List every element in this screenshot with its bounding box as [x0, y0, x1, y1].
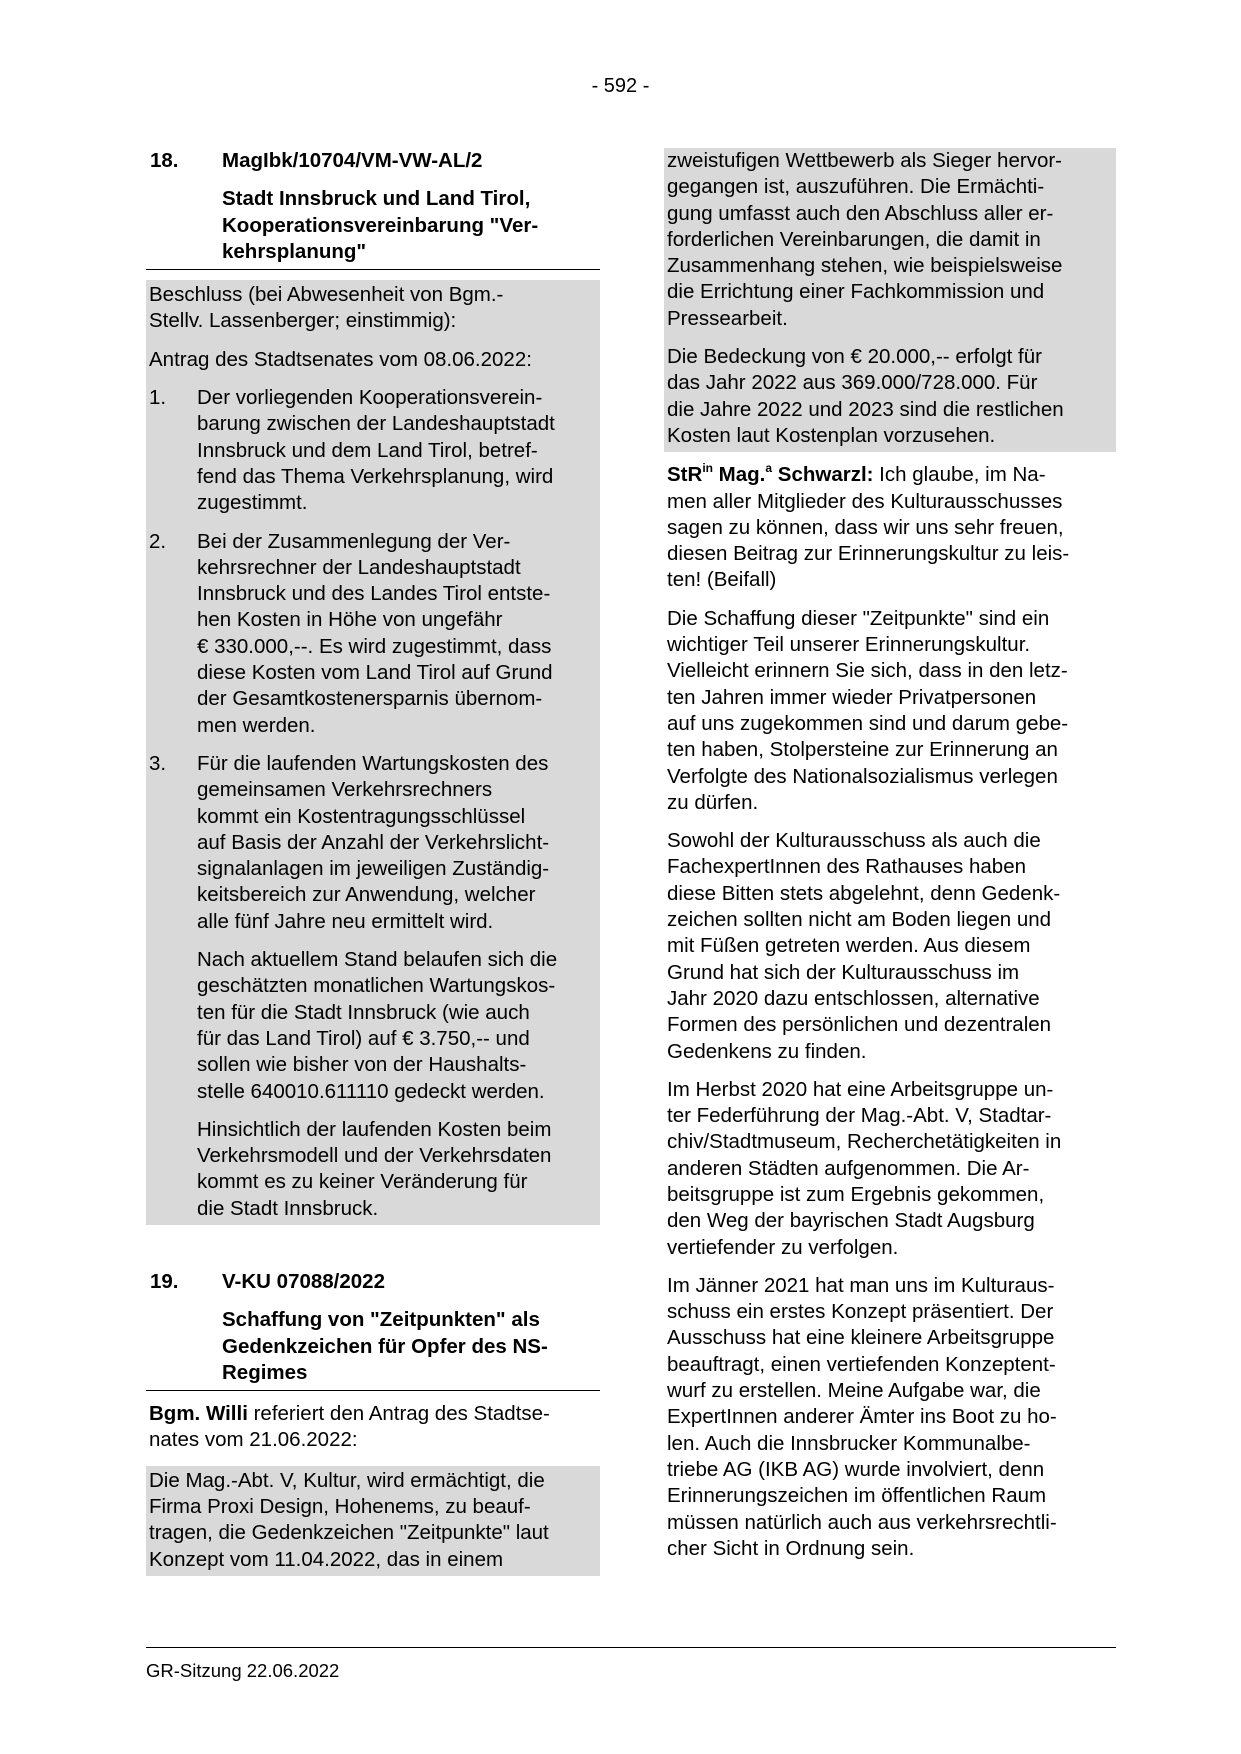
list-item-continuation: Nach aktuellem Stand belaufen sich die geschätzten monatlichen Wartungskos- ten für die Stadt Innsbruck (wie auch für das Land Tirol) auf € 3.750,-- und sollen wie bisher von der Haushalts- stelle 640010.611110 gedeckt werden.	[197, 948, 558, 1103]
motion-text: Antrag des Stadtsenates vom 08.06.2022:	[149, 347, 532, 371]
list-item: 3. Für die laufenden Wartungskosten des gemeinsamen Verkehrsrechners kommt ein Kostentragungsschlüssel auf Basis der Anzahl der Verkehrslicht- signalanlagen im jeweiligen Zuständig- keitsbereich zur Anwendung, welcher alle fünf Jahre neu ermittelt wird.	[149, 751, 550, 933]
list-item-continuation: Hinsichtlich der laufenden Kosten beim Verkehrsmodell und der Verkehrsdaten kommt es zu keiner Veränderung für die Stadt Innsbruck.	[197, 1117, 552, 1220]
section-divider	[146, 269, 600, 270]
footer-text: GR-Sitzung 22.06.2022	[146, 1660, 340, 1681]
item-19-title: Schaffung von "Zeitpunkten" als Gedenkzeichen für Opfer des NS- Regimes	[222, 1308, 548, 1384]
speaker-name: Bgm. Willi	[149, 1402, 248, 1426]
speech-paragraph: Die Schaffung dieser "Zeitpunkte" sind ein wichtiger Teil unserer Erinnerungskultur. Vielleicht erinnern Sie sich, dass in den letz- ten Jahren immer wieder Privatpersonen auf uns zugekommen sind und darum gebe- ten haben, Stolpersteine zur Erinnerung an Verfolgte des Nationalsozialismus verlegen zu dürfen.	[667, 606, 1069, 814]
item-number: 18.	[150, 149, 179, 172]
speech-paragraph: Im Herbst 2020 hat eine Arbeitsgruppe un- ter Federführung der Mag.-Abt. V, Stadtar- chiv/Stadtmuseum, Recherchetätigkeiten in anderen Städten aufgenommen. Die Ar- beitsgruppe ist zum Ergebnis gekommen, den Weg der bayrischen Stadt Augsburg vertiefender zu verfolgen.	[667, 1077, 1062, 1259]
item-18-header	[146, 148, 600, 174]
decision-text: Beschluss (bei Abwesenheit von Bgm.- Stellv. Lassenberger; einstimmig):	[149, 283, 504, 333]
item-19-intro: Bgm. Willi referiert den Antrag des Stadtse- nates vom 21.06.2022:	[149, 1402, 550, 1452]
footer-divider	[146, 1647, 1116, 1648]
list-item: 1. Der vorliegenden Kooperationsverein- barung zwischen der Landeshauptstadt Innsbruck und dem Land Tirol, betref- fend das Thema Verkehrsplanung, wird zugestimmt.	[149, 386, 555, 515]
item-19-motion-continued: zweistufigen Wettbewerb als Sieger hervor- gegangen ist, auszuführen. Die Ermächti- gung umfasst auch den Abschluss aller er- forderlichen Vereinbarungen, die damit in Zusammenhang stehen, wie beispielsweise die Errichtung einer Fachkommission und Pressearbeit. Die Bedeckung von € 20.000,-- erfolgt für das Jahr 2022 aus 369.000/728.000. Für die Jahre 2022 und 2023 sind die restlichen Kosten laut Kostenplan vorzusehen.	[664, 148, 1116, 452]
right-column	[664, 148, 1116, 1565]
item-number: 19.	[150, 1269, 179, 1293]
speech-paragraph: Sowohl der Kulturausschuss als auch die FachexpertInnen des Rathauses haben diese Bitten stets abgelehnt, denn Gedenk- zeichen sollten nicht am Boden liegen und mit Füßen getreten werden. Aus diesem Grund hat sich der Kulturausschuss im Jahr 2020 dazu entschlossen, alternative Formen des persönlichen und dezentralen Gedenkens zu finden.	[667, 829, 1061, 1063]
speech-block	[664, 452, 1116, 1565]
speech-paragraph: StR$^{in}$ Mag.$^a$ Schwarzl: Ich glaube, im Na- men aller Mitglieder des Kulturausschusses sagen zu können, dass wir uns sehr freuen, diesen Beitrag zur Erinnerungskultur zu leis- ten! (Beifall)	[667, 461, 1070, 592]
item-reference: MagIbk/10704/VM-VW-AL/2	[222, 149, 483, 172]
speaker-name: StR$^{in}$ Mag.$^a$ Schwarzl:	[667, 461, 874, 487]
item-19-motion: Die Mag.-Abt. V, Kultur, wird ermächtigt, die Firma Proxi Design, Hohenems, zu beauf- tragen, die Gedenkzeichen "Zeitpunkte" laut Konzept vom 11.04.2022, das in einem	[146, 1466, 600, 1576]
coverage-text: Die Bedeckung von € 20.000,-- erfolgt für das Jahr 2022 aus 369.000/728.000. Für die Jahre 2022 und 2023 sind die restlichen Kosten laut Kostenplan vorzusehen.	[667, 345, 1064, 447]
item-18-title: Stadt Innsbruck und Land Tirol, Kooperationsvereinbarung "Ver- kehrsplanung"	[222, 187, 539, 263]
speech-paragraph: Im Jänner 2021 hat man uns im Kulturaus- schuss ein erstes Konzept präsentiert. Der Ausschuss hat eine kleinere Arbeitsgruppe beauftragt, einen vertiefenden Konzeptent- wurf zu erstellen. Meine Aufgabe war, die ExpertInnen anderer Ämter ins Boot zu ho- len. Auch die Innsbrucker Kommunalbe- triebe AG (IKB AG) wurde involviert, denn Erinnerungszeichen im öffentlichen Raum müssen natürlich auch aus verkehrsrechtli- cher Sicht in Ordnung sein.	[667, 1273, 1057, 1560]
section-divider	[146, 1390, 600, 1391]
page-number: - 592 -	[591, 75, 650, 97]
item-reference: V-KU 07088/2022	[222, 1269, 385, 1293]
item-18-resolution	[146, 280, 600, 1225]
list-item: 2. Bei der Zusammenlegung der Ver- kehrsrechner der Landeshauptstadt Innsbruck und des Landes Tirol entste- hen Kosten in Höhe von ungefähr € 330.000,--. Es wird zugestimmt, dass diese Kosten vom Land Tirol auf Grund der Gesamtkostenersparnis übernom- men werden.	[149, 529, 553, 737]
item-19-header	[146, 1269, 600, 1295]
left-column	[146, 148, 600, 1576]
